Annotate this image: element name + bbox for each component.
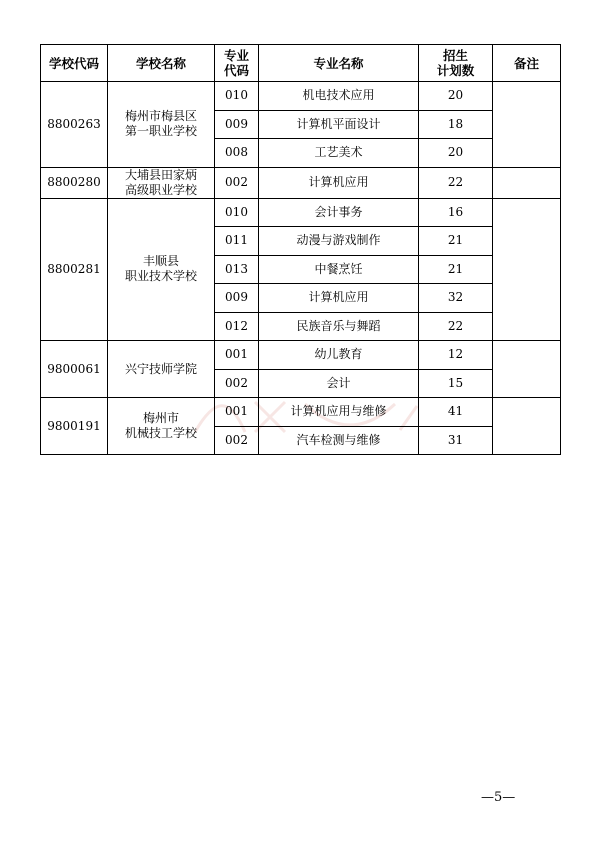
major-code-cell: 013	[215, 255, 259, 284]
major-code-cell: 002	[215, 369, 259, 398]
header-quota	[419, 45, 493, 82]
major-name-cell: 机电技术应用	[259, 82, 419, 111]
major-name-cell: 民族音乐与舞蹈	[259, 312, 419, 341]
page-number: —5—	[481, 790, 516, 805]
major-code-cell: 001	[215, 398, 259, 427]
major-code-cell: 011	[215, 227, 259, 256]
school-name-line: 梅州市	[142, 411, 179, 425]
school-name-cell	[108, 167, 215, 198]
major-name-cell: 会计事务	[259, 198, 419, 227]
quota-cell: 22	[419, 312, 493, 341]
major-name-cell: 动漫与游戏制作	[259, 227, 419, 256]
school-name-cell	[108, 198, 215, 341]
remark-cell	[493, 167, 561, 198]
major-name-cell: 中餐烹饪	[259, 255, 419, 284]
major-code-cell: 009	[215, 110, 259, 139]
quota-cell: 18	[419, 110, 493, 139]
enrollment-plan-table	[40, 44, 561, 455]
quota-cell: 12	[419, 341, 493, 370]
header-major-code-line1: 专业	[223, 48, 249, 63]
school-code-cell: 8800280	[41, 167, 108, 198]
header-major-code	[215, 45, 259, 82]
school-code-cell: 8800263	[41, 82, 108, 168]
major-code-cell: 012	[215, 312, 259, 341]
quota-cell: 21	[419, 227, 493, 256]
quota-cell: 21	[419, 255, 493, 284]
major-name-cell: 工艺美术	[259, 139, 419, 168]
major-name-cell: 计算机应用与维修	[259, 398, 419, 427]
header-major-code-line2: 代码	[223, 63, 249, 78]
school-name-line: 机械技工学校	[124, 426, 197, 440]
header-school-code: 学校代码	[41, 45, 108, 82]
quota-cell: 22	[419, 167, 493, 198]
header-quota-line2: 计划数	[436, 63, 475, 78]
school-name-line: 高级职业学校	[124, 182, 197, 197]
school-name-line: 梅州市梅县区	[124, 109, 197, 124]
school-code-cell: 9800061	[41, 341, 108, 398]
header-quota-line1: 招生	[442, 48, 468, 63]
major-name-cell: 计算机应用	[259, 284, 419, 313]
major-name-cell: 计算机平面设计	[259, 110, 419, 139]
table-row	[41, 341, 561, 370]
school-name-line: 丰顺县	[142, 254, 179, 269]
school-name-line: 大埔县田家炳	[124, 167, 197, 182]
quota-cell: 15	[419, 369, 493, 398]
quota-cell: 32	[419, 284, 493, 313]
school-name-cell	[108, 398, 215, 455]
major-name-cell: 幼儿教育	[259, 341, 419, 370]
major-name-cell: 会计	[259, 369, 419, 398]
remark-cell	[493, 198, 561, 341]
major-code-cell: 002	[215, 167, 259, 198]
quota-cell: 41	[419, 398, 493, 427]
major-code-cell: 009	[215, 284, 259, 313]
major-code-cell: 001	[215, 341, 259, 370]
major-code-cell: 008	[215, 139, 259, 168]
major-code-cell: 010	[215, 82, 259, 111]
remark-cell	[493, 341, 561, 398]
table-row	[41, 198, 561, 227]
table-row	[41, 167, 561, 198]
major-code-cell: 002	[215, 426, 259, 455]
school-code-cell: 8800281	[41, 198, 108, 341]
school-code-cell: 9800191	[41, 398, 108, 455]
header-school-name: 学校名称	[108, 45, 215, 82]
school-name-line: 职业技术学校	[124, 269, 197, 284]
major-name-cell: 计算机应用	[259, 167, 419, 198]
quota-cell: 16	[419, 198, 493, 227]
school-name-line: 兴宁技师学院	[124, 361, 197, 376]
header-row	[41, 45, 561, 82]
major-name-cell: 汽车检测与维修	[259, 426, 419, 455]
table-row	[41, 82, 561, 111]
quota-cell: 31	[419, 426, 493, 455]
quota-cell: 20	[419, 82, 493, 111]
major-code-cell: 010	[215, 198, 259, 227]
header-major-name: 专业名称	[259, 45, 419, 82]
header-remark: 备注	[493, 45, 561, 82]
quota-cell: 20	[419, 139, 493, 168]
remark-cell	[493, 398, 561, 455]
school-name-cell	[108, 82, 215, 168]
school-name-line: 第一职业学校	[124, 124, 197, 139]
table-body	[41, 82, 561, 455]
remark-cell	[493, 82, 561, 168]
school-name-cell	[108, 341, 215, 398]
table-row	[41, 398, 561, 427]
